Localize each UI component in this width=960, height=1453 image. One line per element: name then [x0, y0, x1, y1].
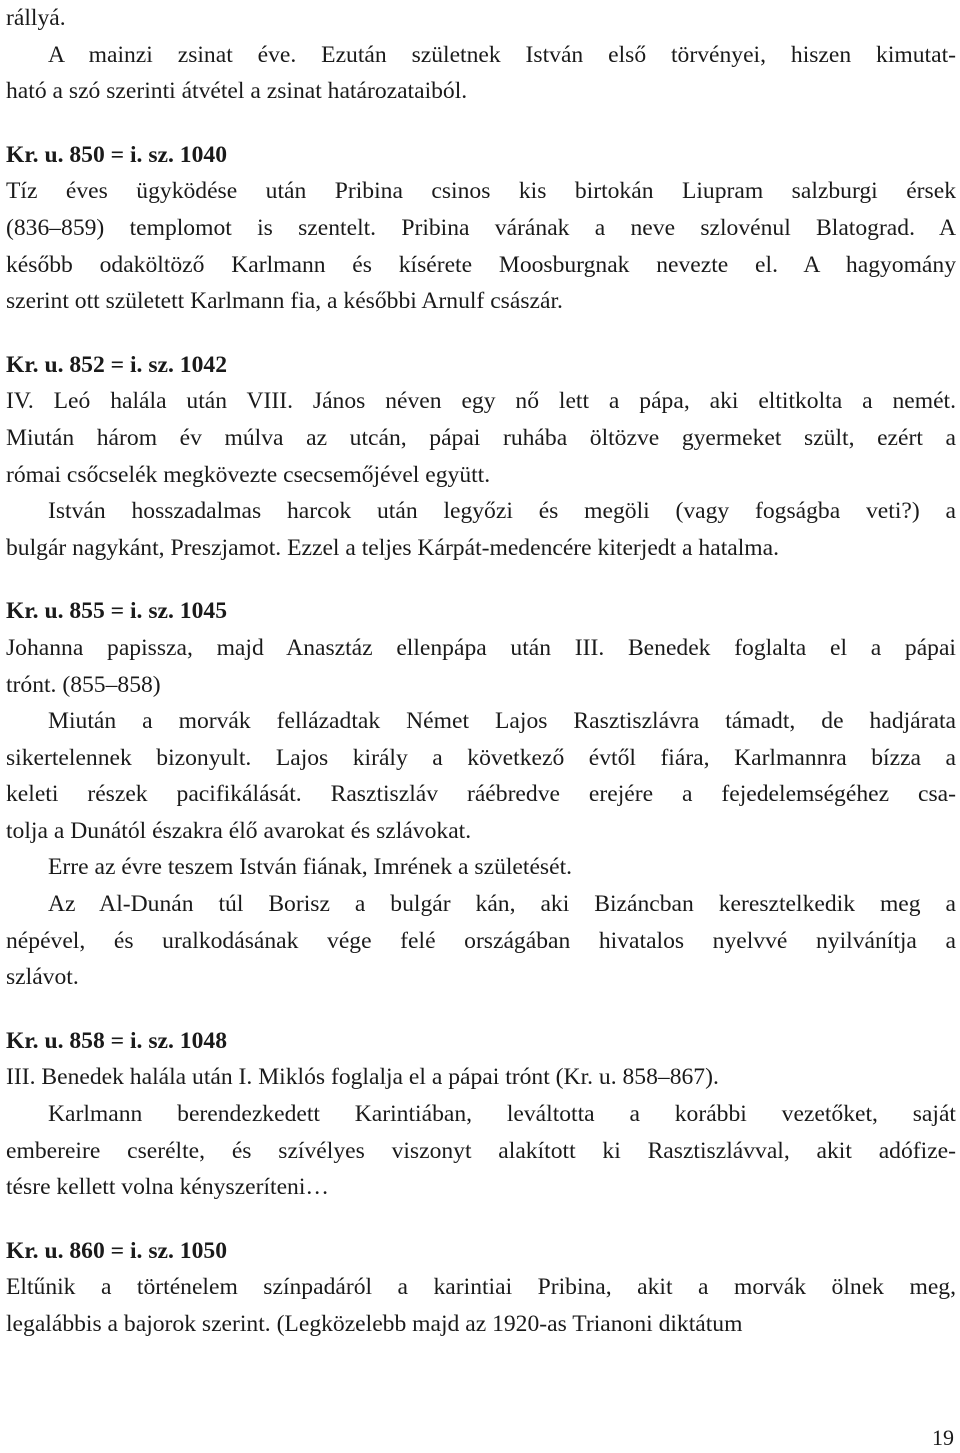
- text-line: népével, és uralkodásának vége felé országában hivatalos nyelvvé nyilvánítja a: [6, 927, 956, 954]
- chronicle-section: [6, 137, 956, 320]
- text-line: embereire cserélte, és szívélyes viszonyt alakított ki Rasztiszlávval, akit adófize-: [6, 1137, 956, 1164]
- chronicle-section: [6, 1233, 956, 1343]
- text-line: Karlmann berendezkedett Karintiában, leváltotta a korábbi vezetőket, saját: [48, 1101, 956, 1128]
- text-line: Az Al-Dunán túl Borisz a bulgár kán, aki Bizáncban keresztelkedik meg a: [48, 891, 956, 918]
- chronicle-section: [6, 593, 956, 996]
- section-spacer: [6, 110, 956, 137]
- page-body: [6, 0, 956, 1343]
- page-number: 19: [932, 1425, 954, 1450]
- paragraph: [6, 493, 956, 566]
- chronicle-section: [6, 1023, 956, 1206]
- paragraph: [6, 1096, 956, 1206]
- paragraph: [6, 1269, 956, 1342]
- text-line: IV. Leó halála után VIII. János néven egy nő lett a pápa, aki eltitkolta a nemét.: [6, 388, 956, 415]
- paragraph: [6, 1059, 956, 1096]
- text-line: bulgár nagykánt, Preszjamot. Ezzel a teljes Kárpát-medencére kiterjedt a hatalma.: [6, 534, 779, 561]
- text-line: római csőcselék megkövezte csecsemőjével együtt.: [6, 461, 491, 488]
- text-line: Tíz éves ügyködése után Pribina csinos kis birtokán Liupram salzburgi érsek: [6, 178, 956, 205]
- text-line: szerint ott született Karlmann fia, a későbbi Arnulf császár.: [6, 288, 563, 315]
- text-line: Erre az évre teszem István fiának, Imrének a születését.: [48, 854, 573, 881]
- paragraph: [6, 886, 956, 996]
- section-spacer: [6, 320, 956, 347]
- text-line: legalábbis a bajorok szerint. (Legközelebb majd az 1920-as Trianoni diktátum: [6, 1311, 743, 1337]
- section-spacer: [6, 996, 956, 1023]
- text-line: sikertelennek bizonyult. Lajos király a következő évtől fiára, Karlmannra bízza a: [6, 744, 956, 771]
- section-heading: Kr. u. 860 = i. sz. 1050: [6, 1237, 227, 1264]
- paragraph: [6, 383, 956, 493]
- text-line: A mainzi zsinat éve. Ezután születnek István első törvényei, hiszen kimutat-: [48, 41, 956, 68]
- chronicle-section: [6, 347, 956, 567]
- text-line: szlávot.: [6, 964, 79, 991]
- section-heading: Kr. u. 858 = i. sz. 1048: [6, 1027, 227, 1054]
- text-line: III. Benedek halála után I. Miklós foglalja el a pápai trónt (Kr. u. 858–867).: [6, 1064, 719, 1091]
- section-heading: Kr. u. 850 = i. sz. 1040: [6, 141, 227, 168]
- text-line: később odaköltöző Karlmann és kísérete Moosburgnak nevezte el. A hagyomány: [6, 251, 956, 278]
- section-heading: Kr. u. 855 = i. sz. 1045: [6, 598, 227, 625]
- text-line: keleti részek pacifikálását. Rasztiszláv ráébredve erejére a fejedelemségéhez csa-: [6, 781, 956, 808]
- text-line: Miután három év múlva az utcán, pápai ruhába öltözve gyermeket szült, ezért a: [6, 424, 956, 451]
- text-line: Johanna papissza, majd Anasztáz ellenpápa után III. Benedek foglalta el a pápai: [6, 634, 956, 661]
- section-spacer: [6, 1206, 956, 1233]
- paragraph: [6, 630, 956, 703]
- text-line: Eltűnik a történelem színpadáról a karintiai Pribina, akit a morvák ölnek meg,: [6, 1274, 956, 1301]
- section-heading: Kr. u. 852 = i. sz. 1042: [6, 351, 227, 378]
- paragraph: [6, 0, 956, 37]
- text-line: trónt. (855–858): [6, 671, 161, 698]
- text-line: Miután a morvák fellázadtak Német Lajos Rasztiszlávra támadt, de hadjárata: [48, 708, 956, 735]
- text-line: tésre kellett volna kényszeríteni…: [6, 1174, 329, 1201]
- paragraph: [6, 849, 956, 886]
- text-line: tolja a Dunától északra élő avarokat és szlávokat.: [6, 817, 472, 844]
- text-line: ható a szó szerinti átvétel a zsinat határozataiból.: [6, 78, 468, 105]
- paragraph: [6, 703, 956, 849]
- paragraph: [6, 37, 956, 110]
- text-line: István hosszadalmas harcok után legyőzi és megöli (vagy fogságba veti?) a: [48, 498, 956, 525]
- text-line: (836–859) templomot is szentelt. Pribina várának a neve szlovénul Blatograd. A: [6, 214, 956, 241]
- chronicle-section: [6, 0, 956, 110]
- paragraph: [6, 173, 956, 319]
- text-line: rállyá.: [6, 5, 66, 31]
- section-spacer: [6, 566, 956, 593]
